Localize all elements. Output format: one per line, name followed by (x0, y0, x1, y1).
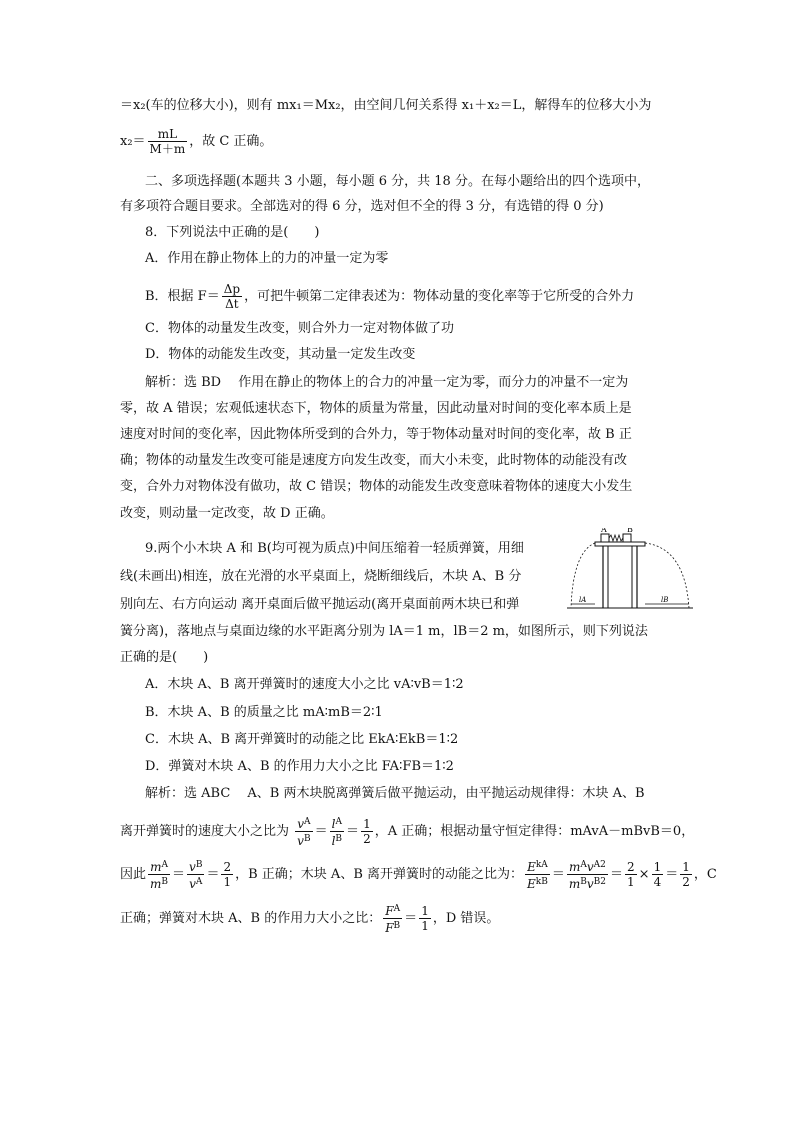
q8-explanation-6: 改变，则动量一定改变，故 D 正确。 (120, 506, 334, 521)
q8-explanation-4: 确；物体的动量发生改变可能是速度方向发生改变，而大小未变，此时物体的动能没有改 (120, 453, 628, 468)
q8-explanation-2: 零，故 A 错误；宏观低速状态下，物体的质量为常量，因此动量对时间的变化率本质上是 (120, 401, 632, 416)
q9-option-a: A．木块 A、B 离开弹簧时的速度大小之比 vA∶vB＝1∶2 (145, 677, 464, 692)
fraction-2-1: $\frac{2}{1}$ (223, 860, 232, 889)
section2-line-2: 有多项符合题目要求。全部选对的得 6 分，选对但不全的得 3 分，有选错的得 0 分) (120, 199, 604, 214)
q9-stem-3: 别向左、右方向运动 离开桌面后做平抛运动(离开桌面前两木块已和弹 (120, 597, 520, 612)
fraction-dp-dt: $\frac{\Delta p}{\Delta t}$ (223, 282, 241, 311)
prev-solution-line-1: ＝x₂(车的位移大小)，则有 mx₁＝Mx₂，由空间几何关系得 x₁＋x₂＝L，解得车的位移大小为 (120, 98, 652, 113)
block-b (623, 534, 631, 542)
q9-option-d: D．弹簧对木块 A、B 的作用力大小之比 FA∶FB＝1∶2 (145, 759, 454, 774)
fraction-FA-FB: $\frac{F^A}{F^B}$ (385, 904, 401, 935)
prev-solution-line-2: x₂＝ $\frac{mL}{M+m}$ ，故 C 正确。 (120, 127, 273, 156)
table-springs-diagram (565, 528, 695, 618)
q9-explanation-1: 解析：选 ABC A、B 两木块脱离弹簧后做平抛运动，由平抛运动规律得：木块 A、B (145, 786, 645, 801)
q9-explanation-2: 离开弹簧时的速度大小之比为 $\frac{v^A}{v^B}$ ＝ $\frac{l^A}{l^B}$ ＝ $\frac{1}{2}$ ，A 正确；根据动量守恒定律得：mAvA－mBvB＝0， (120, 817, 695, 848)
fraction-mv2-ratio: $\frac{m^Av^{A2}}{m^Bv^{B2}}$ (568, 860, 607, 891)
q8-option-a: A．作用在静止物体上的力的冲量一定为零 (145, 251, 389, 266)
fraction-mL-over-Mm: $\frac{mL}{M+m}$ (149, 127, 186, 156)
block-a (601, 534, 609, 542)
label-b: B (627, 528, 633, 534)
q8-explanation-3: 速度对时间的变化率，因此物体所受到的合外力，等于物体动量对时间的变化率，故 B 正 (120, 427, 632, 442)
fraction-1-2: $\frac{1}{2}$ (363, 817, 371, 846)
q8-explanation-5: 变，合外力对物体没有做功，故 C 错误；物体的动能发生改变意味着物体的速度大小发生 (120, 479, 633, 494)
q9-stem-4: 簧分离)，落地点与桌面边缘的水平距离分别为 lA＝1 m，lB＝2 m，如图所示，则下列说法 (120, 624, 648, 639)
section2-line-1: 二、多项选择题(本题共 3 小题，每小题 6 分，共 18 分。在每小题给出的四个选项中， (145, 174, 650, 189)
fraction-mA-mB: $\frac{m^A}{m^B}$ (150, 860, 169, 891)
q8-explanation-1: 解析：选 BD 作用在静止的物体上的合力的冲量一定为零，而分力的冲量不一定为 (145, 375, 629, 390)
label-lb: lB (661, 596, 669, 604)
q8-option-d: D．物体的动能发生改变，其动量一定发生改变 (145, 347, 416, 362)
projectile-figure-svg (565, 528, 695, 618)
q9-stem-2: 线(未画出)相连，放在光滑的水平桌面上，烧断细线后，木块 A、B 分 (120, 569, 522, 584)
fraction-EkA-EkB: $\frac{E^{kA}}{E^{kB}}$ (527, 860, 548, 891)
label-la: lA (579, 596, 587, 604)
fraction-vA-vB: $\frac{v^A}{v^B}$ (297, 817, 311, 848)
q9-explanation-3: 因此 $\frac{m^A}{m^B}$ ＝ $\frac{v^B}{v^A}$ ＝ $\frac{2}{1}$ ，B 正确；木块 A、B 离开弹簧时的动能之比为： $\frac{E^{kA}}{E^{kB}}$ ＝ $\frac{m^Av^{A2}}{m^Bv^{B2}}$ ＝ $\frac{2}{1}$ × $\frac{1}{4}$ ＝ $\frac{1}{2}$ ，C (120, 860, 717, 891)
q9-explanation-4: 正确；弹簧对木块 A、B 的作用力大小之比： $\frac{F^A}{F^B}$ ＝ $\frac{1}{1}$ ，D 错误。 (120, 904, 500, 935)
q9-stem-5: 正确的是( ) (120, 650, 209, 665)
spring-icon (609, 535, 623, 541)
q8-option-b: B．根据 F＝ $\frac{\Delta p}{\Delta t}$ ，可把牛顿第二定律表述为：物体动量的变化率等于它所受的合外力 (145, 282, 635, 311)
q9-stem-1: 9.两个小木块 A 和 B(均可视为质点)中间压缩着一轻质弹簧，用细 (145, 541, 524, 556)
q8-option-c: C．物体的动量发生改变，则合外力一定对物体做了功 (145, 321, 454, 336)
label-a: A (601, 528, 607, 534)
q9-option-b: B．木块 A、B 的质量之比 mA∶mB＝2∶1 (145, 705, 383, 720)
fraction-lA-lB: $\frac{l^A}{l^B}$ (331, 817, 343, 848)
q8-stem: 8．下列说法中正确的是( ) (145, 225, 320, 240)
fraction-vB-vA: $\frac{v^B}{v^A}$ (189, 860, 203, 891)
q9-option-c: C．木块 A、B 离开弹簧时的动能之比 EkA∶EkB＝1∶2 (145, 732, 459, 747)
